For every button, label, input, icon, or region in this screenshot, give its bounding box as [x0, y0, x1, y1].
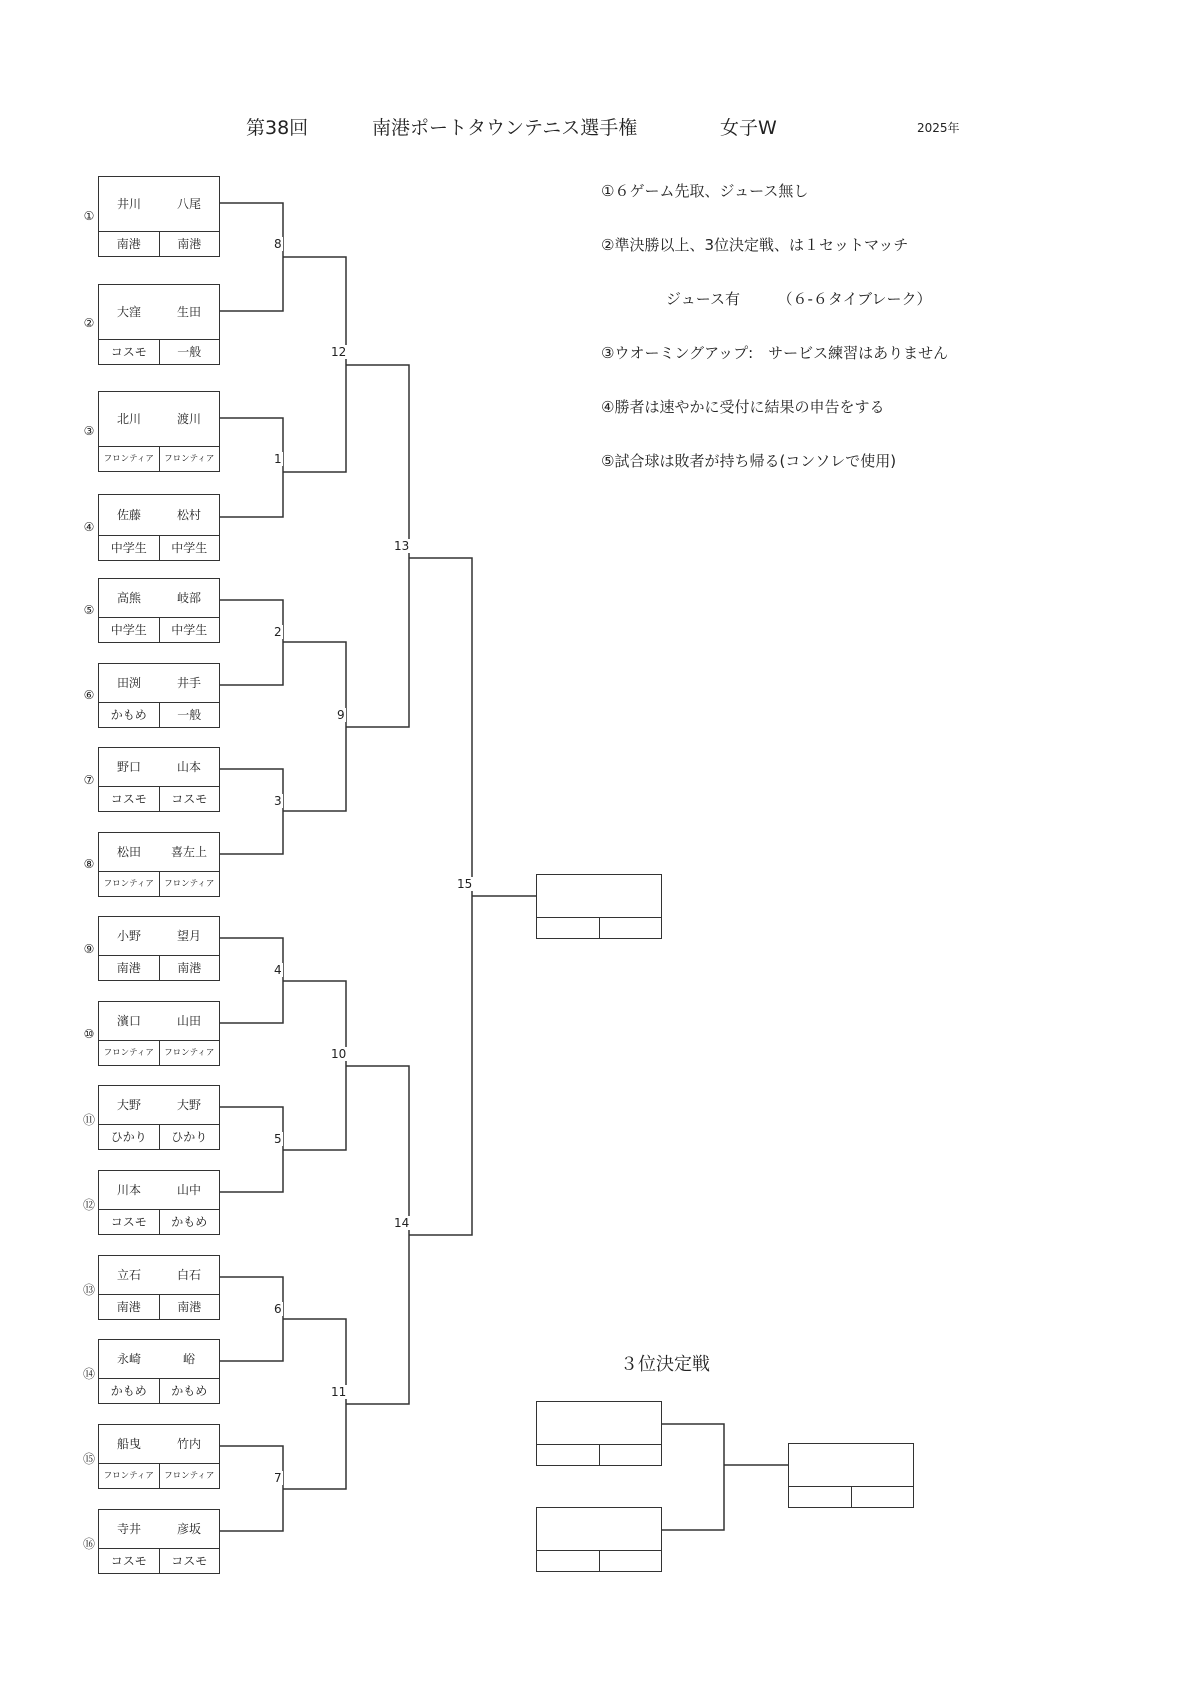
player-name: 白石: [176, 1268, 201, 1282]
club-name: 中学生: [110, 623, 147, 637]
team-entry: [98, 832, 220, 897]
match-number: 2: [274, 625, 282, 639]
match-number: 12: [331, 345, 347, 359]
team-entry: [98, 1085, 220, 1150]
seed-label: ⑧: [83, 857, 95, 871]
club-name: コスモ: [110, 792, 147, 806]
team-entry: [98, 1339, 220, 1404]
club-name: 一般: [159, 703, 220, 727]
seed-label: ⑮: [82, 1452, 95, 1466]
player-name: 山中: [176, 1183, 201, 1197]
club-name: フロンティア: [159, 872, 220, 896]
player-name: 井手: [176, 676, 201, 690]
player-name: 田渕: [116, 676, 141, 690]
category-label: 女子W: [720, 117, 777, 139]
team-entry: [98, 1255, 220, 1320]
club-name: 中学生: [159, 536, 220, 560]
player-name: 渡川: [176, 412, 201, 426]
match-number: 11: [331, 1385, 347, 1399]
player-name: 井川: [116, 197, 141, 211]
club-name: フロンティア: [103, 879, 154, 889]
club-name: 中学生: [159, 618, 220, 642]
rule-note-2: ②準決勝以上、3位決定戦、は１セットマッチ: [601, 236, 909, 254]
player-name: 山本: [176, 760, 201, 774]
player-name: 立石: [116, 1268, 141, 1282]
team-entry: [98, 747, 220, 812]
player-name: 山田: [176, 1014, 201, 1028]
champion-box: [536, 874, 662, 939]
match-number: 6: [274, 1302, 282, 1316]
match-number: 10: [331, 1047, 347, 1061]
player-name: 峪: [182, 1352, 195, 1366]
rule-note-5: ⑤試合球は敗者が持ち帰る(コンソレで使用): [601, 452, 897, 470]
match-number: 3: [274, 794, 282, 808]
seed-label: ⑯: [82, 1537, 95, 1551]
match-number: 9: [337, 708, 345, 722]
tournament-title: 南港ポートタウンテニス選手権: [372, 117, 638, 139]
club-name: 南港: [116, 1300, 141, 1314]
match-number: 13: [394, 539, 410, 553]
third-place-entry-box: [536, 1401, 662, 1466]
club-name: コスモ: [110, 1554, 147, 1568]
club-name: フロンティア: [159, 1464, 220, 1488]
team-entry: [98, 284, 220, 365]
player-name: 八尾: [176, 197, 201, 211]
player-name: 川本: [116, 1183, 141, 1197]
team-entry: [98, 494, 220, 561]
club-name: フロンティア: [103, 1048, 154, 1058]
third-place-entry-box: [536, 1507, 662, 1572]
club-name: 南港: [116, 237, 141, 251]
match-number: 1: [274, 452, 282, 466]
edition-label: 第38回: [246, 117, 309, 139]
seed-label: ①: [83, 209, 95, 223]
club-name: 南港: [159, 956, 220, 980]
player-name: 喜左上: [170, 845, 207, 859]
match-number: 5: [274, 1132, 282, 1146]
club-name: ひかり: [159, 1125, 220, 1149]
team-entry: [98, 176, 220, 257]
player-name: 彦坂: [176, 1522, 201, 1536]
rule-note-3: ③ウオーミングアップ: サービス練習はありません: [601, 344, 949, 362]
player-name: 大野: [116, 1098, 141, 1112]
club-name: コスモ: [159, 1549, 220, 1573]
match-number-final: 15: [457, 877, 473, 891]
club-name: フロンティア: [103, 454, 154, 464]
seed-label: ⑪: [82, 1113, 95, 1127]
seed-label: ⑥: [83, 688, 95, 702]
player-name: 岐部: [176, 591, 201, 605]
player-name: 大窪: [116, 305, 141, 319]
team-entry: [98, 1509, 220, 1574]
player-name: 小野: [116, 929, 141, 943]
seed-label: ⑨: [83, 942, 95, 956]
club-name: 南港: [159, 232, 220, 256]
player-name: 松田: [116, 845, 141, 859]
club-name: 中学生: [110, 541, 147, 555]
team-entry: [98, 1170, 220, 1235]
club-name: かもめ: [110, 1384, 147, 1398]
team-entry: [98, 1424, 220, 1489]
player-name: 望月: [176, 929, 201, 943]
player-name: 生田: [176, 305, 201, 319]
seed-label: ⑭: [82, 1367, 95, 1381]
club-name: ひかり: [110, 1130, 147, 1144]
club-name: 南港: [159, 1295, 220, 1319]
seed-label: ⑩: [83, 1027, 95, 1041]
team-entry: [98, 663, 220, 728]
player-name: 北川: [116, 412, 141, 426]
team-entry: [98, 916, 220, 981]
match-number: 14: [394, 1216, 410, 1230]
rule-note-1: ①６ゲーム先取、ジュース無し: [601, 182, 809, 200]
seed-label: ⑦: [83, 773, 95, 787]
seed-label: ⑬: [82, 1283, 95, 1297]
match-number: 4: [274, 963, 282, 977]
rule-note-4: ④勝者は速やかに受付に結果の申告をする: [601, 398, 885, 416]
player-name: 佐藤: [116, 508, 141, 522]
seed-label: ②: [83, 316, 95, 330]
club-name: コスモ: [159, 787, 220, 811]
club-name: 一般: [159, 340, 220, 364]
match-number: 8: [274, 237, 282, 251]
seed-label: ⑤: [83, 603, 95, 617]
club-name: フロンティア: [159, 447, 220, 471]
team-entry: [98, 391, 220, 472]
player-name: 濱口: [116, 1014, 141, 1028]
club-name: フロンティア: [103, 1471, 154, 1481]
club-name: フロンティア: [159, 1041, 220, 1065]
player-name: 竹内: [176, 1437, 201, 1451]
player-name: 高熊: [116, 591, 141, 605]
club-name: コスモ: [110, 1215, 147, 1229]
club-name: コスモ: [110, 345, 147, 359]
club-name: 南港: [116, 961, 141, 975]
player-name: 大野: [176, 1098, 201, 1112]
player-name: 船曳: [116, 1437, 141, 1451]
team-entry: [98, 578, 220, 643]
team-entry: [98, 1001, 220, 1066]
seed-label: ③: [83, 424, 95, 438]
club-name: かもめ: [159, 1210, 220, 1234]
player-name: 寺井: [116, 1522, 141, 1536]
third-place-title: ３位決定戦: [620, 1354, 710, 1375]
player-name: 野口: [116, 760, 141, 774]
club-name: かもめ: [159, 1379, 220, 1403]
year-label: 2025年: [917, 121, 960, 135]
seed-label: ⑫: [82, 1198, 95, 1212]
club-name: かもめ: [110, 708, 147, 722]
third-place-winner-box: [788, 1443, 914, 1508]
player-name: 永崎: [116, 1352, 141, 1366]
match-number: 7: [274, 1471, 282, 1485]
seed-label: ④: [83, 520, 95, 534]
player-name: 松村: [176, 508, 201, 522]
rule-note-2-detail: ジュース有 （６-６タイブレーク）: [666, 290, 932, 308]
